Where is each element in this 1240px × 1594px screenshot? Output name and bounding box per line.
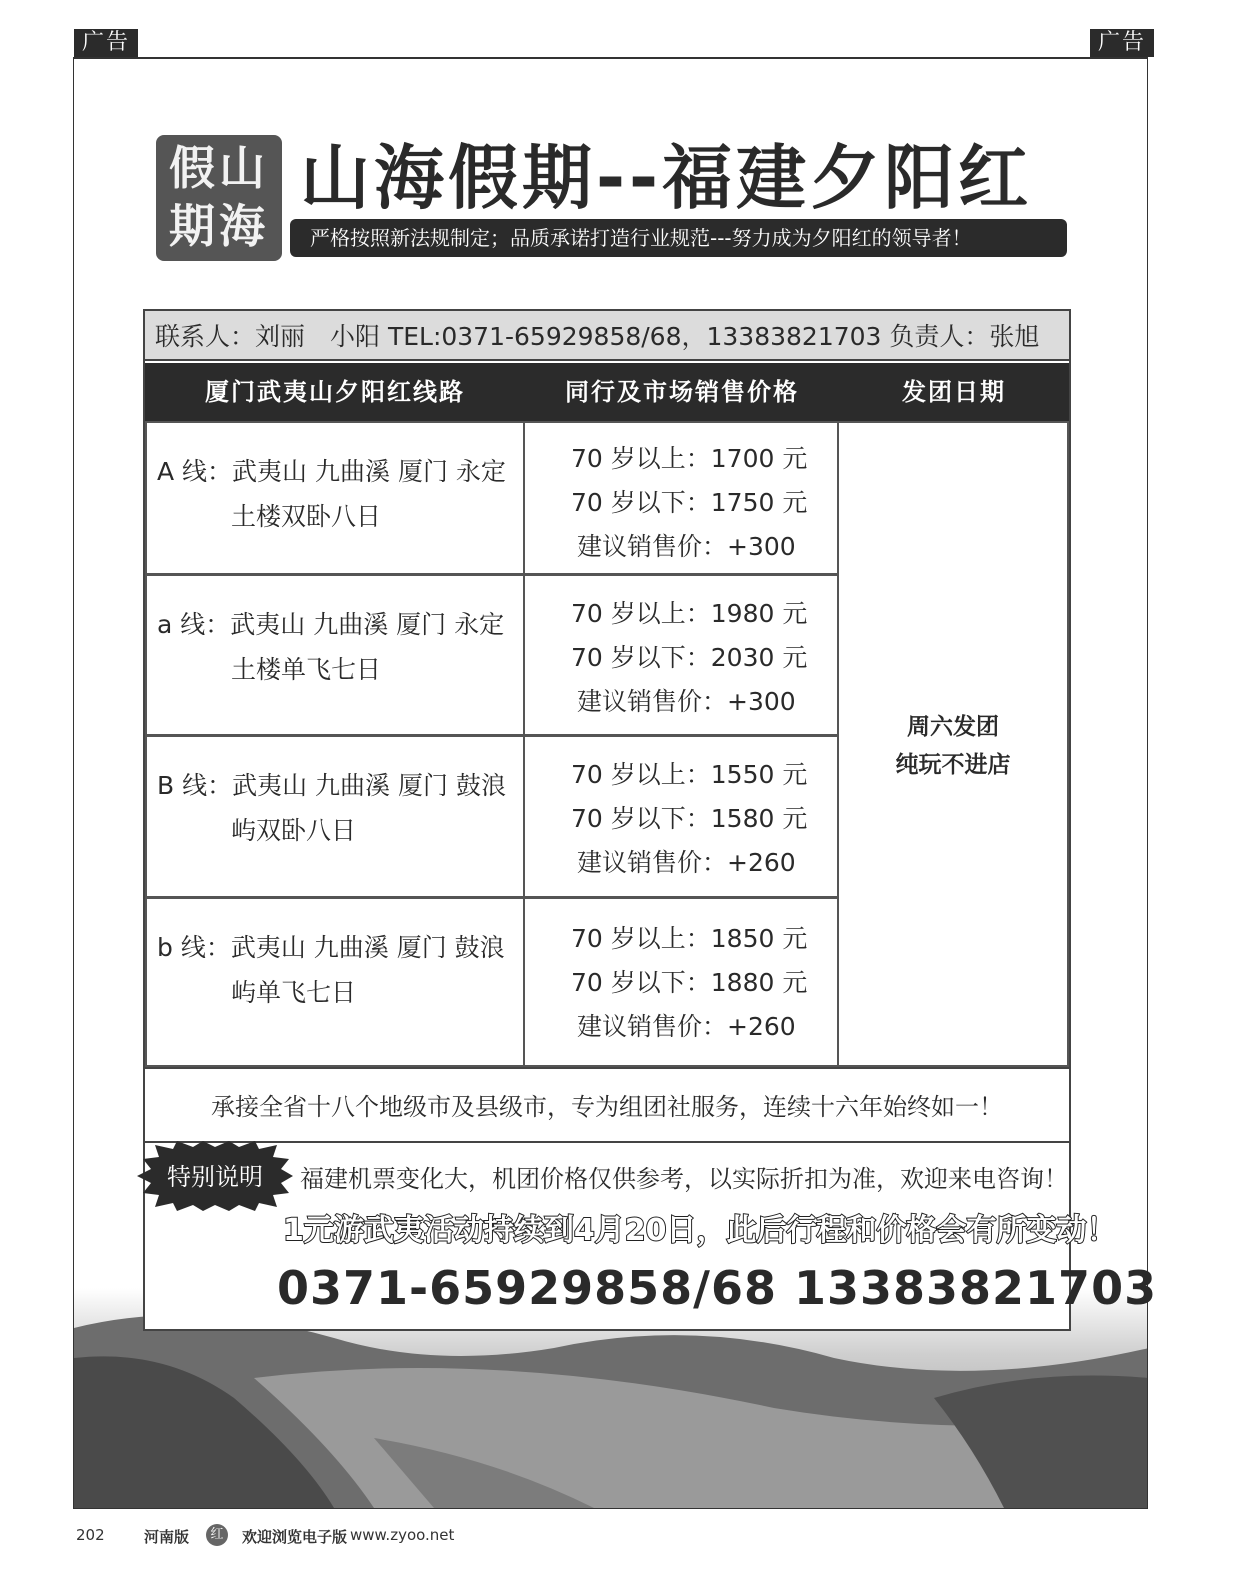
header-date: 发团日期	[902, 378, 1006, 406]
price-cell	[523, 897, 839, 1067]
route-line1: a 线：武夷山 九曲溪 厦门 永定	[157, 610, 505, 639]
header-route: 厦门武夷山夕阳红线路	[205, 378, 465, 406]
price-under70: 70 岁以下：1580 元	[571, 804, 808, 833]
logo-line1: 假山	[169, 141, 269, 195]
edition-label: 河南版	[144, 1528, 190, 1546]
route-price-table	[143, 309, 1158, 1331]
special-note-badge-icon	[137, 1141, 293, 1211]
price-suggest: 建议销售价：+260	[577, 848, 796, 877]
special-note-text: 福建机票变化大，机团价格仅供参考，以实际折扣为准，欢迎来电咨询！	[300, 1165, 1068, 1193]
route-cell	[145, 574, 525, 736]
departure-cell	[837, 421, 1069, 1067]
price-over70: 70 岁以上：1550 元	[571, 760, 808, 789]
route-line1: B 线：武夷山 九曲溪 厦门 鼓浪	[157, 771, 506, 800]
route-line1: b 线：武夷山 九曲溪 厦门 鼓浪	[157, 933, 505, 962]
header-price: 同行及市场销售价格	[565, 378, 799, 406]
price-under70: 70 岁以下：1750 元	[571, 488, 808, 517]
price-over70: 70 岁以上：1850 元	[571, 924, 808, 953]
price-over70: 70 岁以上：1700 元	[571, 444, 808, 473]
table-header	[145, 363, 1069, 421]
departure-line1: 周六发团	[907, 714, 999, 740]
logo-line2: 期海	[169, 199, 269, 253]
shanhai-logo	[156, 135, 282, 261]
route-cell	[145, 897, 525, 1067]
website-url[interactable]: www.zyoo.net	[350, 1526, 455, 1544]
page-number: 202	[76, 1526, 105, 1544]
route-line2: 土楼单飞七日	[231, 655, 382, 684]
price-cell	[523, 735, 839, 898]
ad-tag-right: 广告	[1090, 29, 1154, 57]
slogan-banner: 严格按照新法规制定；品质承诺打造行业规范---努力成为夕阳红的领导者！	[290, 219, 1067, 257]
ad-title: 山海假期--福建夕阳红	[300, 137, 1033, 219]
promo-notice: 1元游武夷活动持续到4月20日，此后行程和价格会有所变动！	[283, 1213, 1117, 1248]
ad-tag-left: 广告	[74, 29, 138, 57]
special-badge-label: 特别说明	[167, 1163, 263, 1191]
price-over70: 70 岁以上：1980 元	[571, 599, 808, 628]
route-cell	[145, 421, 525, 575]
price-suggest: 建议销售价：+300	[577, 532, 796, 561]
welcome-text: 欢迎浏览电子版	[242, 1528, 348, 1546]
phone-numbers: 0371-65929858/68 13383821703	[277, 1261, 1158, 1315]
price-under70: 70 岁以下：2030 元	[571, 643, 808, 672]
price-cell	[523, 574, 839, 736]
route-line2: 屿单飞七日	[231, 978, 357, 1007]
route-cell	[145, 735, 525, 898]
edition-icon: 红	[206, 1524, 228, 1546]
route-line2: 土楼双卧八日	[231, 502, 382, 531]
price-suggest: 建议销售价：+260	[577, 1012, 796, 1041]
price-under70: 70 岁以下：1880 元	[571, 968, 808, 997]
departure-line2: 纯玩不进店	[895, 752, 1011, 778]
price-suggest: 建议销售价：+300	[577, 687, 796, 716]
route-line2: 屿双卧八日	[231, 816, 357, 845]
contact-row: 联系人：刘丽 小阳 TEL:0371-65929858/68，13383821703 负责人：张旭	[145, 311, 1069, 361]
service-statement: 承接全省十八个地级市及县级市，专为组团社服务，连续十六年始终如一！	[145, 1067, 1069, 1143]
route-line1: A 线：武夷山 九曲溪 厦门 永定	[157, 457, 506, 486]
price-cell	[523, 421, 839, 575]
